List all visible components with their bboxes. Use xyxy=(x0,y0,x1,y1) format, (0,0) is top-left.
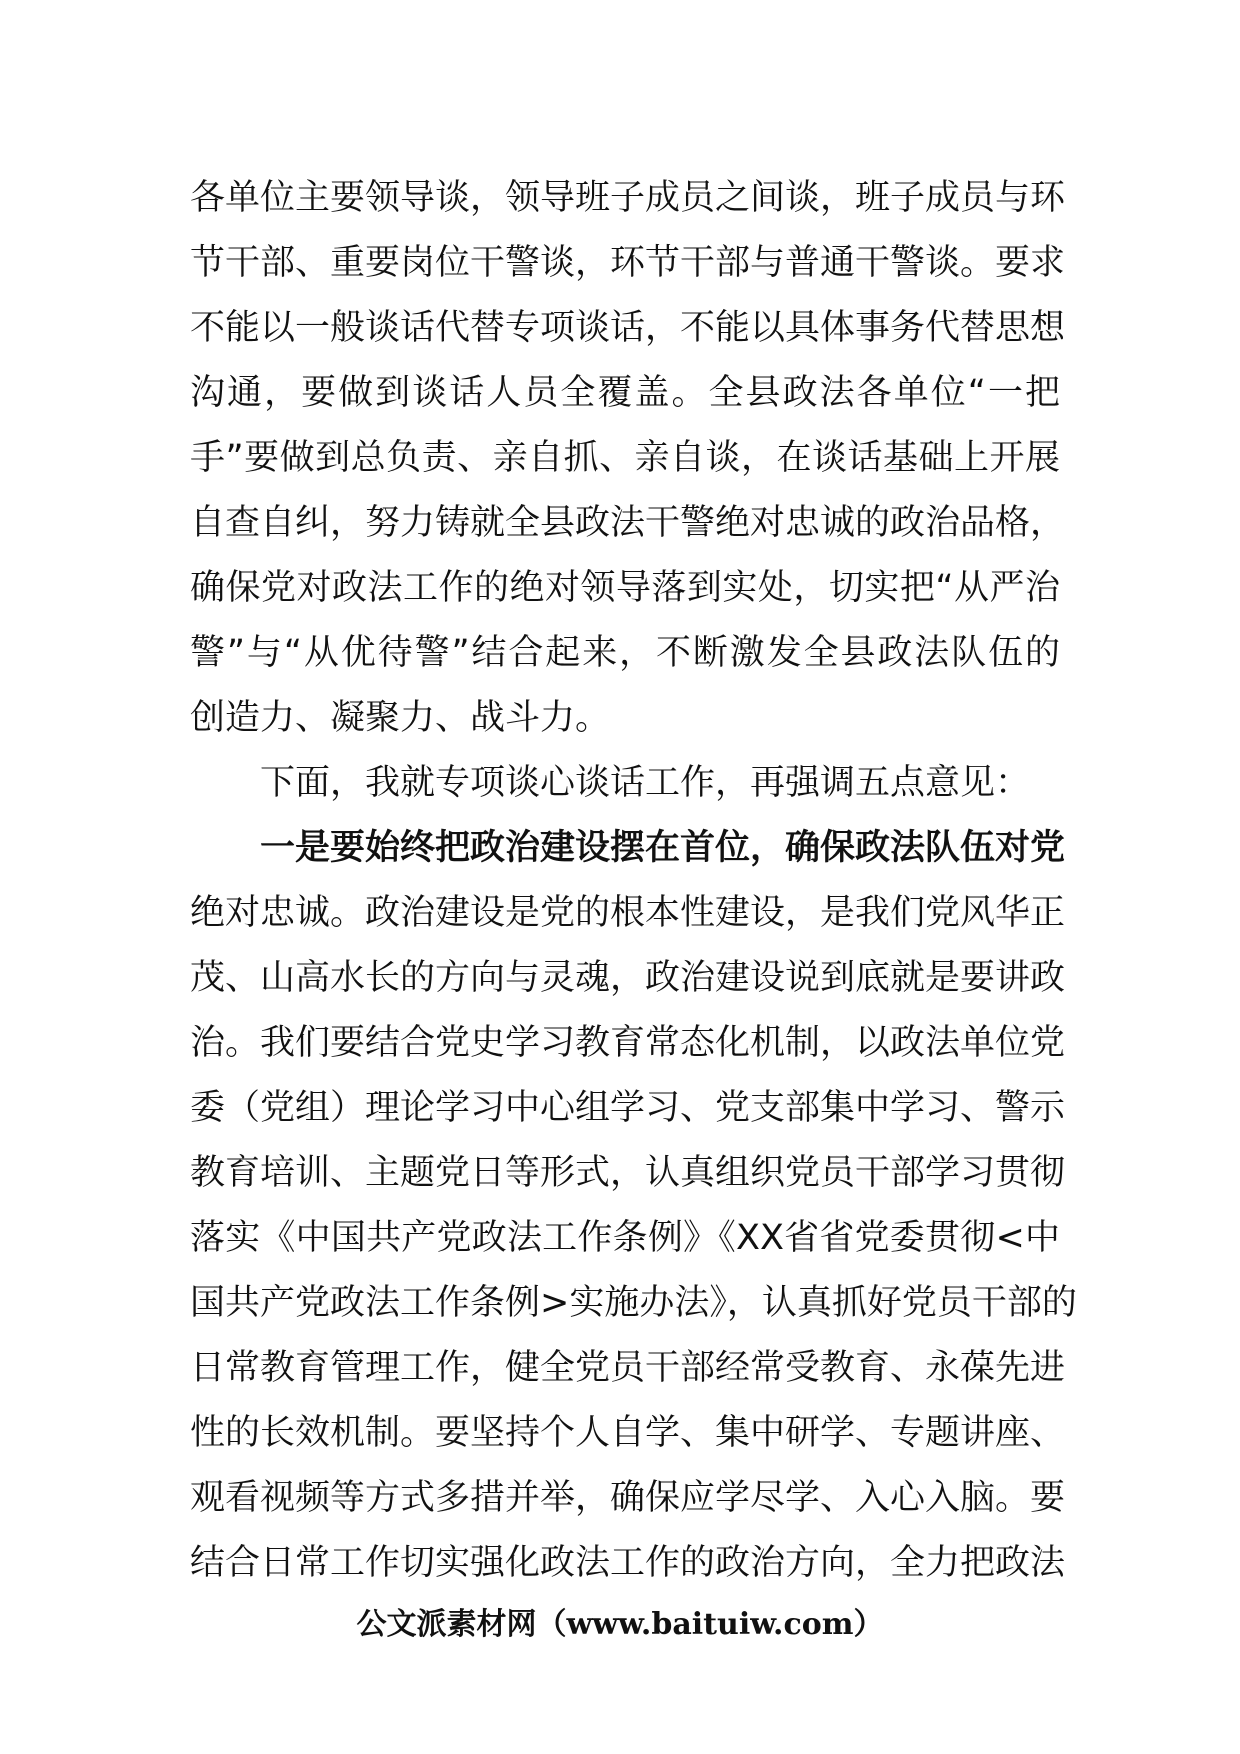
paragraph-line: 手”要做到总负责、亲自抓、亲自谈，在谈话基础上开展 xyxy=(190,438,1060,478)
paragraph-line: 自查自纠，努力铸就全县政法干警绝对忠诚的政治品格， xyxy=(190,503,1066,543)
paragraph-line: 观看视频等方式多措并举，确保应学尽学、入心入脑。要 xyxy=(190,1478,1066,1518)
paragraph-line: 绝对忠诚。政治建设是党的根本性建设，是我们党风华正 xyxy=(190,893,1066,933)
paragraph-line: 节干部、重要岗位干警谈，环节干部与普通干警谈。要求 xyxy=(190,243,1066,283)
paragraph-line: 茂、山高水长的方向与灵魂，政治建设说到底就是要讲政 xyxy=(190,958,1066,998)
paragraph-line: 日常教育管理工作，健全党员干部经常受教育、永葆先进 xyxy=(190,1348,1066,1388)
paragraph-line: 创造力、凝聚力、战斗力。 xyxy=(190,698,611,738)
paragraph-line: 各单位主要领导谈，领导班子成员之间谈，班子成员与环 xyxy=(190,178,1066,218)
paragraph-line: 委（党组）理论学习中心组学习、党支部集中学习、警示 xyxy=(190,1088,1066,1128)
paragraph-line: 警”与“从优待警”结合起来，不断激发全县政法队伍的 xyxy=(190,633,1060,673)
paragraph-heading-line xyxy=(190,816,1066,881)
paragraph-line: 结合日常工作切实强化政法工作的政治方向，全力把政法 xyxy=(190,1543,1066,1583)
point-one-heading: 一是要始终把政治建设摆在首位，确保政法队伍对党 xyxy=(260,828,1066,868)
paragraph-line: 国共产党政法工作条例>实施办法》，认真抓好党员干部的 xyxy=(190,1283,1077,1323)
paragraph-line: 治。我们要结合党史学习教育常态化机制，以政法单位党 xyxy=(190,1023,1066,1063)
paragraph-line: 落实《中国共产党政法工作条例》《XX省省党委贯彻<中 xyxy=(190,1218,1060,1258)
paragraph-line: 不能以一般谈话代替专项谈话，不能以具体事务代替思想 xyxy=(190,308,1066,348)
document-body xyxy=(190,166,1077,1596)
paragraph-line: 确保党对政法工作的绝对领导落到实处，切实把“从严治 xyxy=(190,568,1060,608)
paragraph-line: 教育培训、主题党日等形式，认真组织党员干部学习贯彻 xyxy=(190,1153,1066,1193)
paragraph-line: 沟通，要做到谈话人员全覆盖。全县政法各单位“一把 xyxy=(190,373,1060,413)
paragraph-line: 下面，我就专项谈心谈话工作，再强调五点意见： xyxy=(260,763,1031,803)
paragraph-line: 性的长效机制。要坚持个人自学、集中研学、专题讲座、 xyxy=(190,1413,1066,1453)
footer-watermark: 公文派素材网（www.baituiw.com） xyxy=(356,1607,884,1642)
